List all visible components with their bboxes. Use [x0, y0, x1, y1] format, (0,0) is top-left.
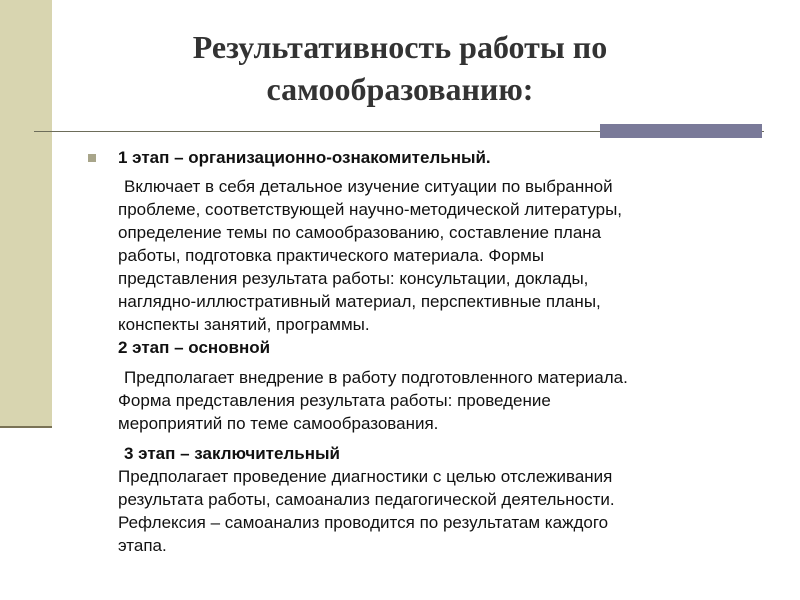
stage-1-line-7: конспекты занятий, программы. [118, 315, 370, 334]
stage-3-line-3: Рефлексия – самоанализ проводится по результатам каждого [118, 513, 609, 532]
stage-3-line-1: Предполагает проведение диагностики с целью отслеживания [118, 467, 613, 486]
stage-3-line-4: этапа. [118, 536, 167, 555]
stage-2-line-2: Форма представления результата работы: проведение [118, 391, 551, 410]
stage-1-line-6: наглядно-иллюстративный материал, перспективные планы, [118, 292, 601, 311]
stage-3-heading: 3 этап – заключительный [124, 444, 340, 463]
title-line-2: самообразованию: [266, 71, 534, 107]
stage-1-line-2: проблеме, соответствующей научно-методической литературы, [118, 200, 623, 219]
stage-1-bullet [88, 146, 768, 169]
stage-1-heading: 1 этап – организационно-ознакомительный. [118, 148, 491, 167]
slide-title [60, 26, 740, 110]
stage-3-gap [118, 435, 768, 442]
bullet-square-icon [88, 154, 96, 162]
left-decorative-bar [0, 0, 52, 428]
slide-content [88, 146, 768, 557]
stage-1-line-3: определение темы по самообразованию, составление плана [118, 223, 602, 242]
title-line-1: Результативность работы по [192, 29, 608, 65]
stage-1-line-5: представления результата работы: консультации, доклады, [118, 269, 589, 288]
stage-1-line-1: Включает в себя детальное изучение ситуации по выбранной [124, 177, 613, 196]
stage-2-line-1: Предполагает внедрение в работу подготовленного материала. [124, 368, 628, 387]
stage-2-gap [118, 359, 768, 366]
stage-1-line-4: работы, подготовка практического материала. Формы [118, 246, 545, 265]
stage-2-heading: 2 этап – основной [118, 338, 271, 357]
stage-1-body [88, 175, 768, 557]
left-bar-bottom-line [0, 426, 52, 428]
divider-accent-block [600, 124, 762, 138]
stage-3-line-2: результата работы, самоанализ педагогической деятельности. [118, 490, 615, 509]
stage-2-line-3: мероприятий по теме самообразования. [118, 414, 439, 433]
